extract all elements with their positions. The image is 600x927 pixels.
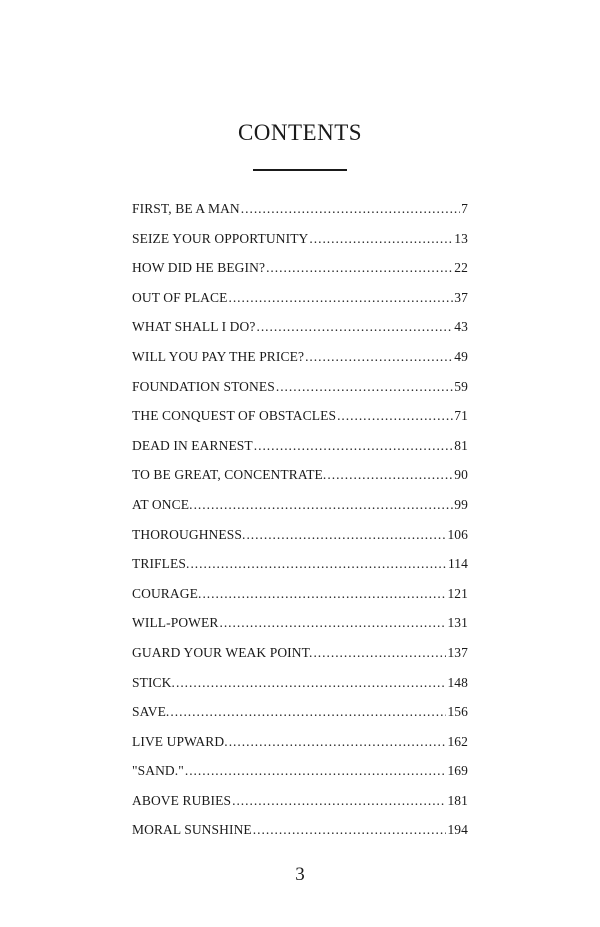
toc-entry-page: 43 [454,319,468,335]
toc-entry [132,556,468,586]
toc-entry [132,290,468,320]
toc-entry [132,527,468,557]
toc-entry [132,793,468,823]
toc-entry-title: LIVE UPWARD. [132,733,228,749]
toc-dot-leader [246,527,446,543]
toc-entry-page: 121 [447,585,468,601]
toc-dot-leader [228,290,453,306]
toc-entry-title: MORAL SUNSHINE [132,822,252,838]
toc-dot-leader [327,467,453,483]
toc-dot-leader [185,763,447,779]
toc-entry-page: 90 [454,467,468,483]
toc-dot-leader [241,201,460,217]
toc-entry [132,822,468,852]
page-number: 3 [295,864,305,885]
toc-entry [132,201,468,231]
toc-entry-page: 156 [447,704,468,720]
toc-dot-leader [232,793,446,809]
page-title: CONTENTS [237,120,363,145]
toc-entry-title: THOROUGHNESS. [132,526,246,542]
toc-entry-page: 114 [447,556,468,572]
toc-dot-leader [276,379,453,395]
toc-dot-leader [194,497,454,513]
toc-entry [132,319,468,349]
toc-entry-title: SEIZE YOUR OPPORTUNITY [132,230,309,246]
toc-entry-page: 137 [447,644,468,660]
toc-entry-title: OUT OF PLACE [132,289,228,305]
toc-entry-page: 148 [447,674,468,690]
toc-entry [132,675,468,705]
toc-entry [132,231,468,261]
toc-entry-page: 59 [454,378,468,394]
toc-entry-title: ABOVE RUBIES [132,792,232,808]
toc-entry-page: 7 [461,201,468,216]
toc-entry [132,467,468,497]
table-of-contents [132,201,468,852]
toc-entry-title: AT ONCE. [132,496,193,512]
toc-entry-page: 131 [447,615,468,631]
toc-entry-page: 81 [454,437,468,453]
toc-entry-title: TRIFLES. [132,556,190,572]
toc-entry [132,497,468,527]
toc-entry [132,379,468,409]
toc-entry-title: GUARD YOUR WEAK POINT. [132,644,313,660]
toc-entry-title: STICK. [132,674,175,690]
toc-entry [132,763,468,793]
toc-entry [132,645,468,675]
toc-dot-leader [266,260,453,276]
toc-dot-leader [176,675,446,691]
toc-entry-title: WILL YOU PAY THE PRICE? [132,348,305,364]
toc-dot-leader [305,349,453,365]
toc-entry-page: 49 [454,348,468,364]
toc-entry [132,704,468,734]
toc-entry-title: WHAT SHALL I DO? [132,319,256,335]
toc-dot-leader [337,408,453,424]
toc-entry-page: 13 [454,230,468,246]
toc-entry-page: 106 [447,526,468,542]
title-divider [253,169,347,171]
toc-entry-title: FOUNDATION STONES [132,378,275,394]
toc-entry-page: 169 [447,763,468,779]
toc-entry [132,734,468,764]
toc-dot-leader [313,645,446,661]
toc-entry [132,349,468,379]
toc-entry-title: SAVE. [132,704,170,720]
toc-entry-page: 99 [454,496,468,512]
toc-entry-page: 181 [447,792,468,808]
toc-entry-page: 194 [447,822,468,838]
toc-dot-leader [202,586,446,602]
toc-entry-page: 71 [454,408,468,424]
toc-entry [132,586,468,616]
toc-dot-leader [190,556,447,572]
toc-dot-leader [219,615,446,631]
toc-entry-title: HOW DID HE BEGIN? [132,260,266,276]
toc-dot-leader [309,231,453,247]
toc-entry [132,260,468,290]
toc-entry-page: 37 [454,289,468,305]
toc-dot-leader [170,704,446,720]
toc-entry-title: DEAD IN EARNEST [132,437,253,453]
toc-entry-title: TO BE GREAT, CONCENTRATE. [132,467,327,483]
toc-entry-title: WILL-POWER [132,615,219,631]
toc-entry [132,438,468,468]
toc-dot-leader [256,319,453,335]
toc-entry-title: THE CONQUEST OF OBSTACLES [132,408,337,424]
toc-entry-page: 22 [454,260,468,276]
toc-entry-title: COURAGE. [132,585,202,601]
toc-dot-leader [253,822,447,838]
toc-entry-title: FIRST, BE A MAN [132,201,240,216]
toc-dot-leader [229,734,447,750]
toc-entry-page: 162 [447,733,468,749]
toc-entry [132,615,468,645]
toc-entry-title: "SAND." [132,763,184,779]
toc-entry [132,408,468,438]
toc-dot-leader [254,438,454,454]
